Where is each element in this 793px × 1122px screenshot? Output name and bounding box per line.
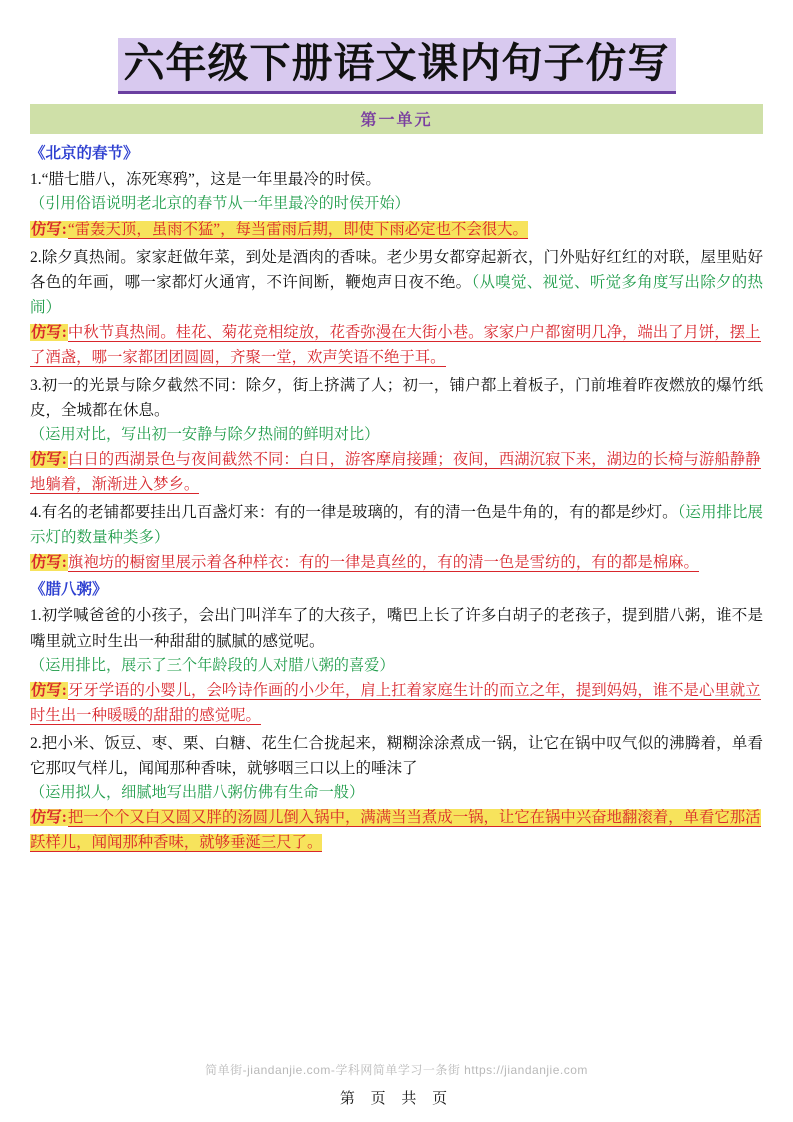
answer-text: 白日的西湖景色与夜间截然不同：白日，游客摩肩接踵；夜间，西湖沉寂下来，湖边的长椅与游船静静地躺着，渐渐进入梦乡。 <box>30 451 761 494</box>
answer-label: 仿写: <box>31 809 67 827</box>
lesson-title: 《北京的春节》 <box>30 145 139 163</box>
answer-line <box>30 321 763 371</box>
item-number: 1. <box>30 607 42 625</box>
page-title-wrapper <box>30 38 763 94</box>
analysis-note: （运用拟人，细腻地写出腊八粥仿佛有生命一般） <box>30 784 365 802</box>
answer-text: “雷轰天顶，虽雨不猛”，每当雷雨后期，即使下雨必定也不会很大。 <box>67 220 528 238</box>
answer-line <box>30 218 763 243</box>
source-sentence <box>30 245 763 320</box>
exercise-item <box>30 731 763 856</box>
answer-label: 仿写: <box>31 220 67 238</box>
answer-label: 仿写: <box>31 681 67 699</box>
item-number: 2. <box>30 734 42 752</box>
unit-banner: 第一单元 <box>30 104 763 134</box>
analysis-note: （运用排比，展示了三个年龄段的人对腊八粥的喜爱） <box>30 656 395 674</box>
answer-line <box>30 679 763 729</box>
answer-label: 仿写: <box>31 323 67 341</box>
source-sentence <box>30 500 763 550</box>
watermark: 简单街-jiandanjie.com-学科网简单学习一条街 https://jiandanjie.com <box>205 1063 588 1077</box>
answer-label: 仿写: <box>31 554 67 572</box>
lesson-title: 《腊八粥》 <box>30 581 108 599</box>
answer-line <box>30 448 763 498</box>
answer-text: 中秋节真热闹。桂花、菊花竞相绽放，花香弥漫在大街小巷。家家户户都窗明几净，端出了月饼，摆上了酒盏，哪一家都团团圆圆，齐聚一堂，欢声笑语不绝于耳。 <box>30 323 761 366</box>
source-text: 除夕真热闹。家家赶做年菜，到处是酒肉的香味。老少男女都穿起新衣，门外贴好红红的对联，屋里贴好各色的年画，哪一家都灯火通宵，不许间断，鞭炮声日夜不绝。 <box>30 248 763 291</box>
analysis-note: （从嗅觉、视觉、听觉多角度写出除夕的热闹） <box>30 273 763 316</box>
source-sentence <box>30 731 763 781</box>
answer-label: 仿写: <box>31 451 67 469</box>
source-text: “腊七腊八，冻死寒鸦”，这是一年里最冷的时侯。 <box>41 171 381 189</box>
item-number: 3. <box>30 376 42 394</box>
analysis-note: （引用俗语说明老北京的春节从一年里最冷的时侯开始） <box>30 195 410 213</box>
analysis-note: （运用排比展示灯的数量种类多） <box>30 504 763 547</box>
analysis-note: （运用对比，写出初一安静与除夕热闹的鲜明对比） <box>30 425 380 443</box>
answer-text: 把一个个又白又圆又胖的汤圆儿倒入锅中，满满当当煮成一锅，让它在锅中兴奋地翻滚着，单看它那活跃样儿，闻闻那种香味，就够垂涎三尺了。 <box>30 809 761 852</box>
page-title: 六年级下册语文课内句子仿写 <box>118 38 676 94</box>
item-number: 4. <box>30 504 42 522</box>
exercise-item <box>30 603 763 728</box>
exercise-item <box>30 245 763 371</box>
exercise-item <box>30 373 763 498</box>
answer-text: 牙牙学语的小婴儿，会吟诗作画的小少年，肩上扛着家庭生计的而立之年，提到妈妈，谁不是心里就立时生出一种暖暖的甜甜的感觉呢。 <box>30 681 761 724</box>
page-footer: 第 页 共 页 <box>339 1091 454 1107</box>
source-text: 初学喊爸爸的小孩子，会出门叫洋车了的大孩子，嘴巴上长了许多白胡子的老孩子，提到腊八粥，谁不是嘴里就立时生出一种甜甜的腻腻的感觉呢。 <box>30 607 763 650</box>
source-sentence <box>30 603 763 653</box>
answer-line <box>30 806 763 856</box>
lesson-section <box>30 142 763 576</box>
answer-line <box>30 551 763 576</box>
item-number: 1. <box>30 171 42 189</box>
lesson-section <box>30 578 763 856</box>
source-sentence <box>30 167 763 192</box>
exercise-item <box>30 500 763 576</box>
exercise-item <box>30 167 763 242</box>
source-text: 有名的老铺都要挂出几百盏灯来：有的一律是玻璃的，有的清一色是牛角的，有的都是纱灯。 <box>41 504 678 522</box>
answer-text: 旗袍坊的橱窗里展示着各种样衣：有的一律是真丝的，有的清一色是雪纺的，有的都是棉麻。 <box>67 554 699 572</box>
item-number: 2. <box>30 248 42 266</box>
source-text: 初一的光景与除夕截然不同：除夕，街上挤满了人；初一，铺户都上着板子，门前堆着昨夜燃放的爆竹纸皮，全城都在休息。 <box>30 376 763 419</box>
source-sentence <box>30 373 763 423</box>
source-text: 把小米、饭豆、枣、栗、白糖、花生仁合拢起来，糊糊涂涂煮成一锅，让它在锅中叹气似的沸腾着，单看它那叹气样儿，闻闻那种香味，就够咽三口以上的唾沫了 <box>30 734 763 777</box>
